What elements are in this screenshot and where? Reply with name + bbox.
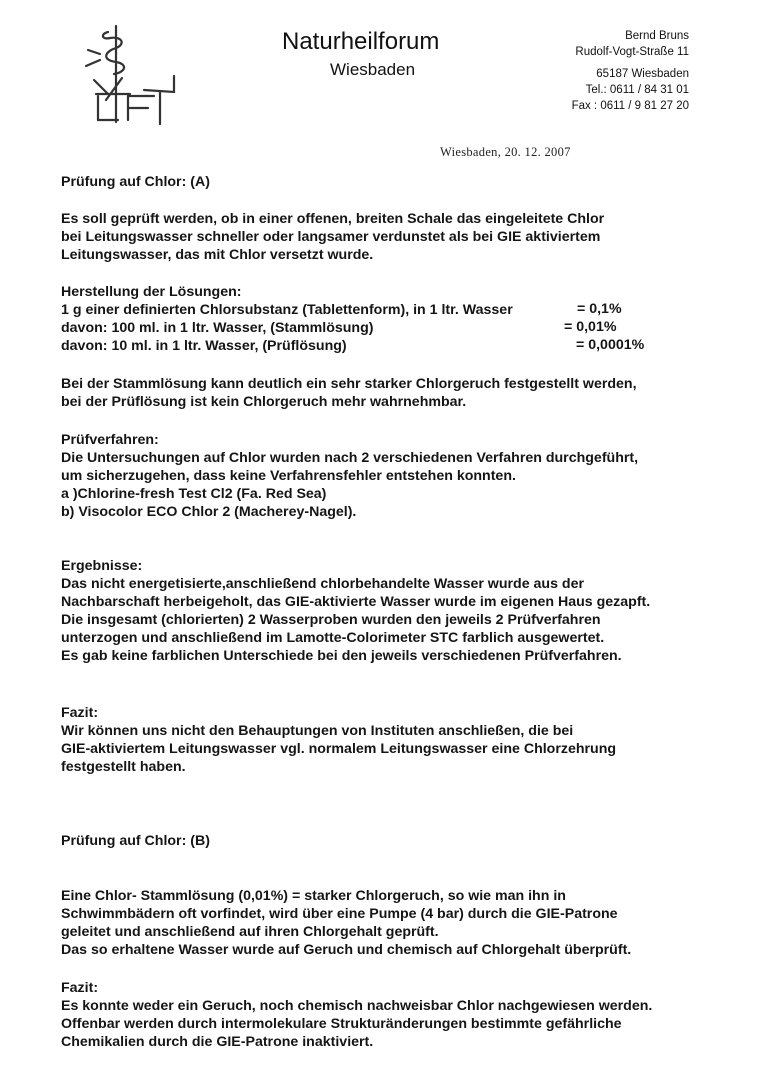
preparation-value: = 0,1% xyxy=(577,301,622,317)
preparation-value: = 0,0001% xyxy=(576,337,645,353)
paragraph-line: Wir können uns nicht den Behauptungen von Instituten anschließen, die bei xyxy=(61,723,574,739)
preparation-line: davon: 10 ml. in 1 ltr. Wasser, (Prüflösung) xyxy=(61,338,347,354)
paragraph-line: GIE-aktiviertem Leitungswasser vgl. normalem Leitungswasser eine Chlorzehrung xyxy=(61,741,617,757)
paragraph-line: Eine Chlor- Stammlösung (0,01%) = starker Chlorgeruch, so wie man ihn in xyxy=(61,888,566,904)
address-name: Bernd Bruns xyxy=(625,30,689,42)
paragraph-line: geleitet und anschließend auf ihren Chlorgehalt geprüft. xyxy=(61,924,439,940)
paragraph-line: Es gab keine farblichen Unterschiede bei den jeweils verschiedenen Prüfverfahren. xyxy=(61,648,622,664)
results-title: Ergebnisse: xyxy=(61,558,143,574)
preparation-title: Herstellung der Lösungen: xyxy=(61,284,242,300)
address-city: 65187 Wiesbaden xyxy=(596,68,689,80)
section-b-title: Prüfung auf Chlor: (B) xyxy=(61,833,210,849)
paragraph-line: Es konnte weder ein Geruch, noch chemisch nachweisbar Chlor nachgewiesen werden. xyxy=(61,998,653,1014)
paragraph-line: Es soll geprüft werden, ob in einer offenen, breiten Schale das eingeleitete Chlor xyxy=(61,211,605,227)
document-date: Wiesbaden, 20. 12. 2007 xyxy=(440,145,571,159)
paragraph-line: Schwimmbädern oft vorfindet, wird über eine Pumpe (4 bar) durch die GIE-Patrone xyxy=(61,906,618,922)
method-item: a )Chlorine-fresh Test Cl2 (Fa. Red Sea) xyxy=(61,486,327,502)
fazit-title: Fazit: xyxy=(61,980,99,996)
section-a-title: Prüfung auf Chlor: (A) xyxy=(61,174,210,190)
preparation-line: 1 g einer definierten Chlorsubstanz (Tablettenform), in 1 ltr. Wasser xyxy=(61,302,513,318)
org-name: Naturheilforum xyxy=(282,28,440,55)
paragraph-line: um sicherzugehen, dass keine Verfahrensfehler entstehen konnten. xyxy=(61,468,516,484)
paragraph-line: unterzogen und anschließend im Lamotte-Colorimeter STC farblich ausgewertet. xyxy=(61,630,605,646)
paragraph-line: festgestellt haben. xyxy=(61,759,186,775)
method-title: Prüfverfahren: xyxy=(61,432,159,448)
paragraph-line: Das so erhaltene Wasser wurde auf Geruch und chemisch auf Chlorgehalt überprüft. xyxy=(61,942,632,958)
address-street: Rudolf-Vogt-Straße 11 xyxy=(575,46,689,58)
fazit-title: Fazit: xyxy=(61,705,99,721)
address-tel: Tel.: 0611 / 84 31 01 xyxy=(585,84,689,96)
paragraph-line: bei Leitungswasser schneller oder langsamer verdunstet als bei GIE aktiviertem xyxy=(61,229,601,245)
preparation-line: davon: 100 ml. in 1 ltr. Wasser, (Stammlösung) xyxy=(61,320,374,336)
preparation-value: = 0,01% xyxy=(564,319,617,335)
org-city: Wiesbaden xyxy=(330,60,416,79)
paragraph-line: Bei der Stammlösung kann deutlich ein sehr starker Chlorgeruch festgestellt werden, xyxy=(61,376,637,392)
paragraph-line: Das nicht energetisierte,anschließend chlorbehandelte Wasser wurde aus der xyxy=(61,576,584,592)
paragraph-line: Die insgesamt (chlorierten) 2 Wasserproben wurden den jeweils 2 Prüfverfahren xyxy=(61,612,601,628)
paragraph-line: Chemikalien durch die GIE-Patrone inaktiviert. xyxy=(61,1034,374,1050)
paragraph-line: Nachbarschaft herbeigeholt, das GIE-aktivierte Wasser wurde im eigenen Haus gezapft. xyxy=(61,594,651,610)
method-item: b) Visocolor ECO Chlor 2 (Macherey-Nagel). xyxy=(61,504,357,520)
paragraph-line: bei der Prüflösung ist kein Chlorgeruch mehr wahrnehmbar. xyxy=(61,394,467,410)
naturheilforum-logo xyxy=(78,20,188,130)
paragraph-line: Offenbar werden durch intermolekulare Strukturänderungen bestimmte gefährliche xyxy=(61,1016,622,1032)
paragraph-line: Leitungswasser, das mit Chlor versetzt wurde. xyxy=(61,247,374,263)
address-fax: Fax : 0611 / 9 81 27 20 xyxy=(571,100,689,112)
paragraph-line: Die Untersuchungen auf Chlor wurden nach 2 verschiedenen Verfahren durchgeführt, xyxy=(61,450,639,466)
